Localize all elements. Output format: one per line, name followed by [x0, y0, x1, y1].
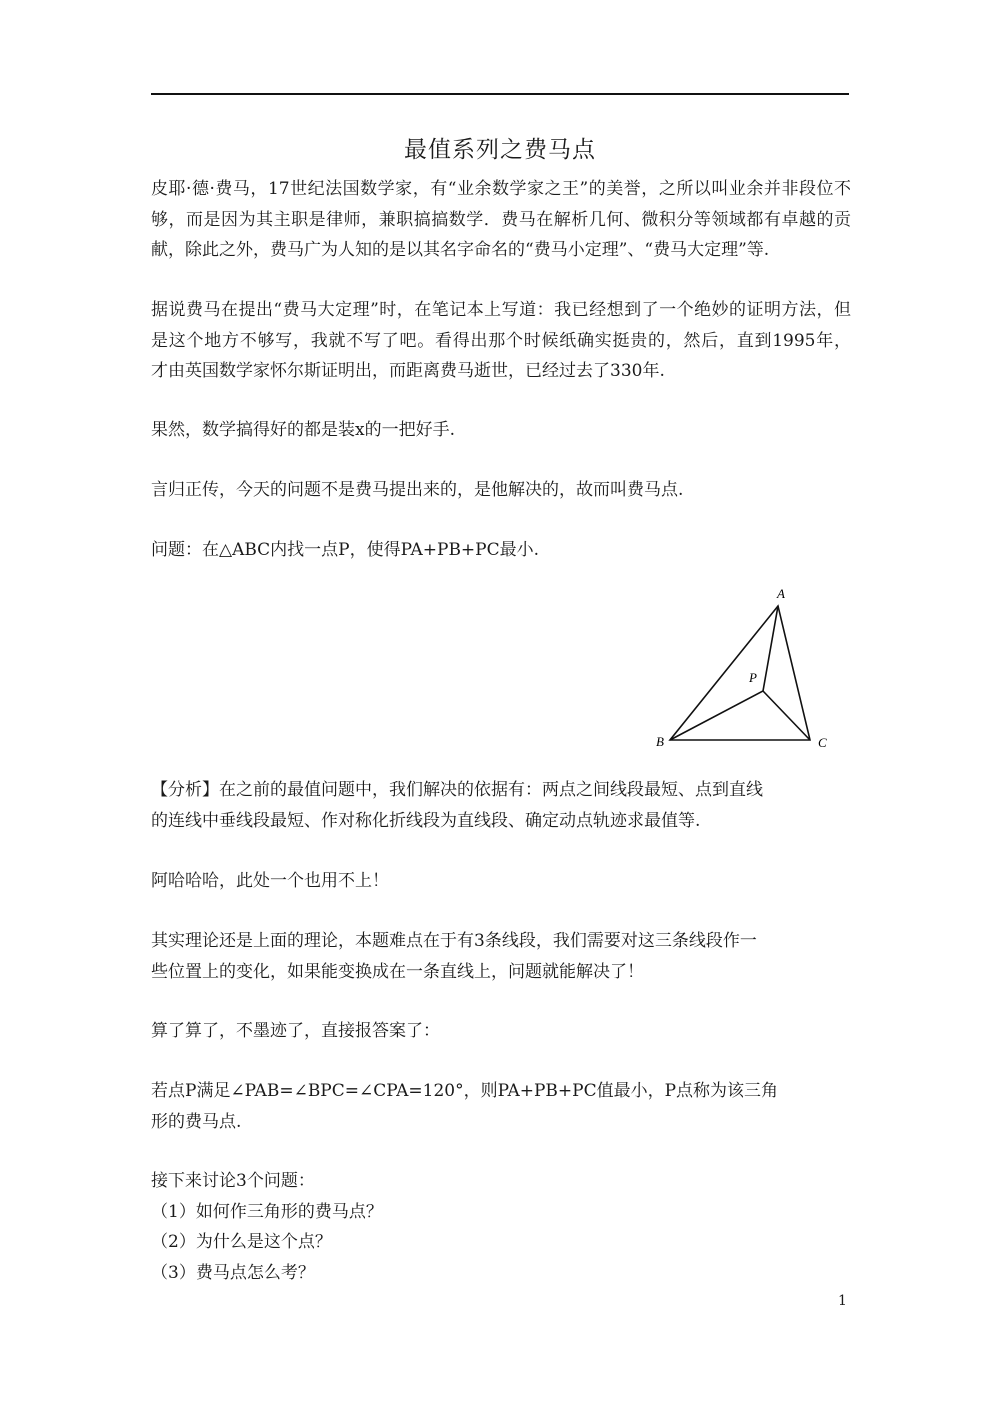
- text-line: 阿哈哈哈，此处一个也用不上！: [151, 871, 389, 891]
- text-line: 才由英国数学家怀尔斯证明出，而距离费马逝世，已经过去了330年.: [151, 361, 665, 381]
- text-line: 其实理论还是上面的理论，本题难点在于有3条线段，我们需要对这三条线段作一: [151, 931, 757, 951]
- triangle-figure: [645, 583, 845, 753]
- text-line: 些位置上的变化，如果能变换成在一条直线上，问题就能解决了！: [151, 961, 644, 982]
- paragraph-back-to-topic: [151, 475, 851, 506]
- text-line: 的连线中垂线段最短、作对称化折线段为直线段、确定动点轨迹求最值等.: [151, 810, 701, 831]
- list-heading: 接下来讨论3个问题：: [151, 1171, 315, 1191]
- discussion-list: [151, 1166, 851, 1288]
- text-line: 据说费马在提出“费马大定理”时，在笔记本上写道：我已经想到了一个绝妙的证明方法，但: [151, 300, 851, 320]
- paragraph-answer-intro: [151, 1016, 851, 1047]
- text-line: 形的费马点.: [151, 1111, 242, 1132]
- problem-statement: [151, 535, 851, 566]
- paragraph-analysis: [151, 775, 791, 836]
- paragraph-theory: [151, 926, 791, 987]
- page-number: 1: [838, 1293, 847, 1309]
- paragraph-intro: [151, 174, 851, 266]
- text-line: 是这个地方不够写，我就不写了吧。看得出那个时候纸确实挺贵的，然后，直到1995年，: [151, 330, 851, 351]
- paragraph-remark: [151, 415, 851, 446]
- segment-pb: [670, 691, 763, 740]
- segment-pc: [763, 691, 810, 740]
- text-line: 皮耶·德·费马，17世纪法国数学家，有“业余数学家之王”的美誉，之所以叫业余并非段位不: [151, 179, 851, 199]
- label-b: B: [656, 734, 664, 749]
- text-line: 够，而是因为其主职是律师，兼职搞搞数学．费马在解析几何、微积分等领域都有卓越的贡: [151, 209, 851, 230]
- text-line: 若点P满足∠PAB=∠BPC=∠CPA=120°，则PA+PB+PC值最小，P点称为该三角: [151, 1081, 779, 1101]
- text-line: 献，除此之外，费马广为人知的是以其名字命名的“费马小定理”、“费马大定理”等.: [151, 240, 770, 260]
- text-line: 言归正传，今天的问题不是费马提出来的，是他解决的，故而叫费马点.: [151, 480, 684, 500]
- paragraph-fermat-point-definition: [151, 1076, 791, 1137]
- header-rule: [151, 93, 849, 95]
- list-item: （3）费马点怎么考？: [151, 1262, 315, 1283]
- text-line: 【分析】在之前的最值问题中，我们解决的依据有：两点之间线段最短、点到直线: [151, 780, 763, 800]
- label-a: A: [777, 586, 785, 601]
- triangle-diagram: [645, 583, 845, 753]
- paragraph-aha: [151, 866, 851, 897]
- list-item: （2）为什么是这个点？: [151, 1232, 332, 1252]
- label-c: C: [818, 735, 827, 750]
- triangle-abc: [670, 606, 810, 740]
- text-line: 果然，数学搞得好的都是装x的一把好手.: [151, 420, 455, 440]
- paragraph-fermat-last-theorem: [151, 295, 851, 387]
- segment-pa: [763, 606, 778, 691]
- list-item: （1）如何作三角形的费马点？: [151, 1201, 383, 1222]
- text-line: 问题：在△ABC内找一点P，使得PA+PB+PC最小.: [151, 540, 540, 560]
- text-line: 算了算了，不墨迹了，直接报答案了：: [151, 1021, 440, 1041]
- label-p: P: [749, 670, 757, 685]
- page-title: 最值系列之费马点: [404, 137, 596, 163]
